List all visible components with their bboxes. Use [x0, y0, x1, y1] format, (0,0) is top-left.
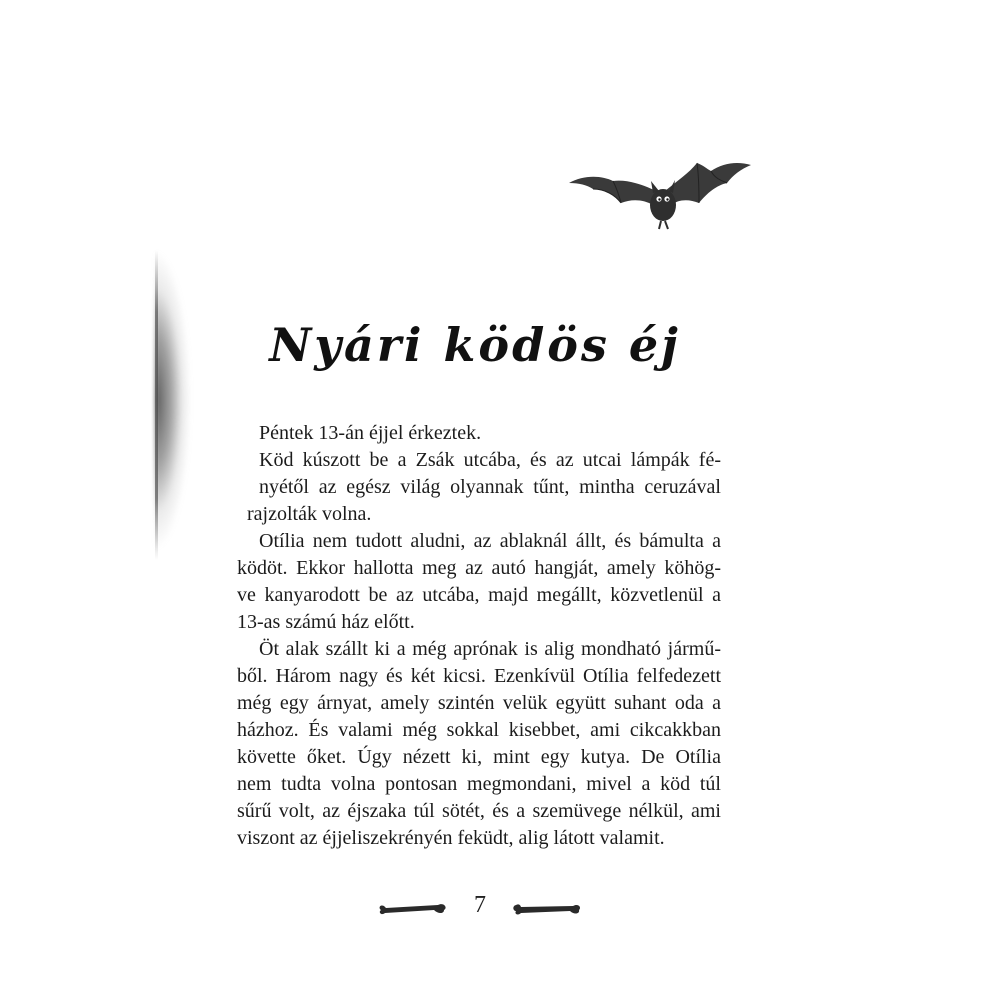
- text-line: Péntek 13-án éjjel érkeztek.: [259, 422, 482, 444]
- page-edge-shadow: [155, 250, 158, 560]
- text-line: nyétől az egész világ olyannak tűnt, mintha ceruzával: [259, 476, 721, 498]
- bone-icon: [512, 902, 582, 916]
- text-line: nem tudta volna pontosan megmondani, mivel a köd túl: [237, 773, 721, 795]
- text-line: viszont az éjjeliszekrényén feküdt, alig látott valamit.: [237, 827, 665, 849]
- text-line: ből. Három nagy és két kicsi. Ezenkívül Otília felfedezett: [237, 665, 721, 687]
- chapter-title: Nyári ködös éj: [269, 318, 681, 372]
- text-line: ködöt. Ekkor hallotta meg az autó hangját, amely köhög-: [237, 557, 721, 579]
- text-line: Öt alak szállt ki a még aprónak is alig mondható jármű-: [259, 638, 721, 660]
- bone-icon: [378, 902, 448, 916]
- page-footer: [370, 890, 590, 930]
- text-line: 13-as számú ház előtt.: [237, 611, 415, 633]
- text-line: Otília nem tudott aludni, az ablaknál állt, és bámulta a: [259, 530, 721, 552]
- chapter-body: [237, 420, 721, 852]
- text-line: ve kanyarodott be az utcába, majd megállt, közvetlenül a: [237, 584, 721, 606]
- text-line: házhoz. És valami még sokkal kisebbet, ami cikcakkban: [237, 719, 721, 741]
- text-line: sűrű volt, az éjszaka túl sötét, és a szemüvege nélkül, ami: [237, 800, 721, 822]
- smoke-shadow-decoration: [155, 250, 215, 550]
- text-line: rajzolták volna.: [247, 503, 372, 525]
- bat-icon: [565, 155, 755, 235]
- text-line: követte őket. Úgy nézett ki, mint egy kutya. De Otília: [237, 746, 721, 768]
- text-line: még egy árnyat, amely szintén velük együtt suhant oda a: [237, 692, 721, 714]
- page-number: 7: [474, 892, 486, 918]
- text-line: Köd kúszott be a Zsák utcába, és az utcai lámpák fé-: [259, 449, 721, 471]
